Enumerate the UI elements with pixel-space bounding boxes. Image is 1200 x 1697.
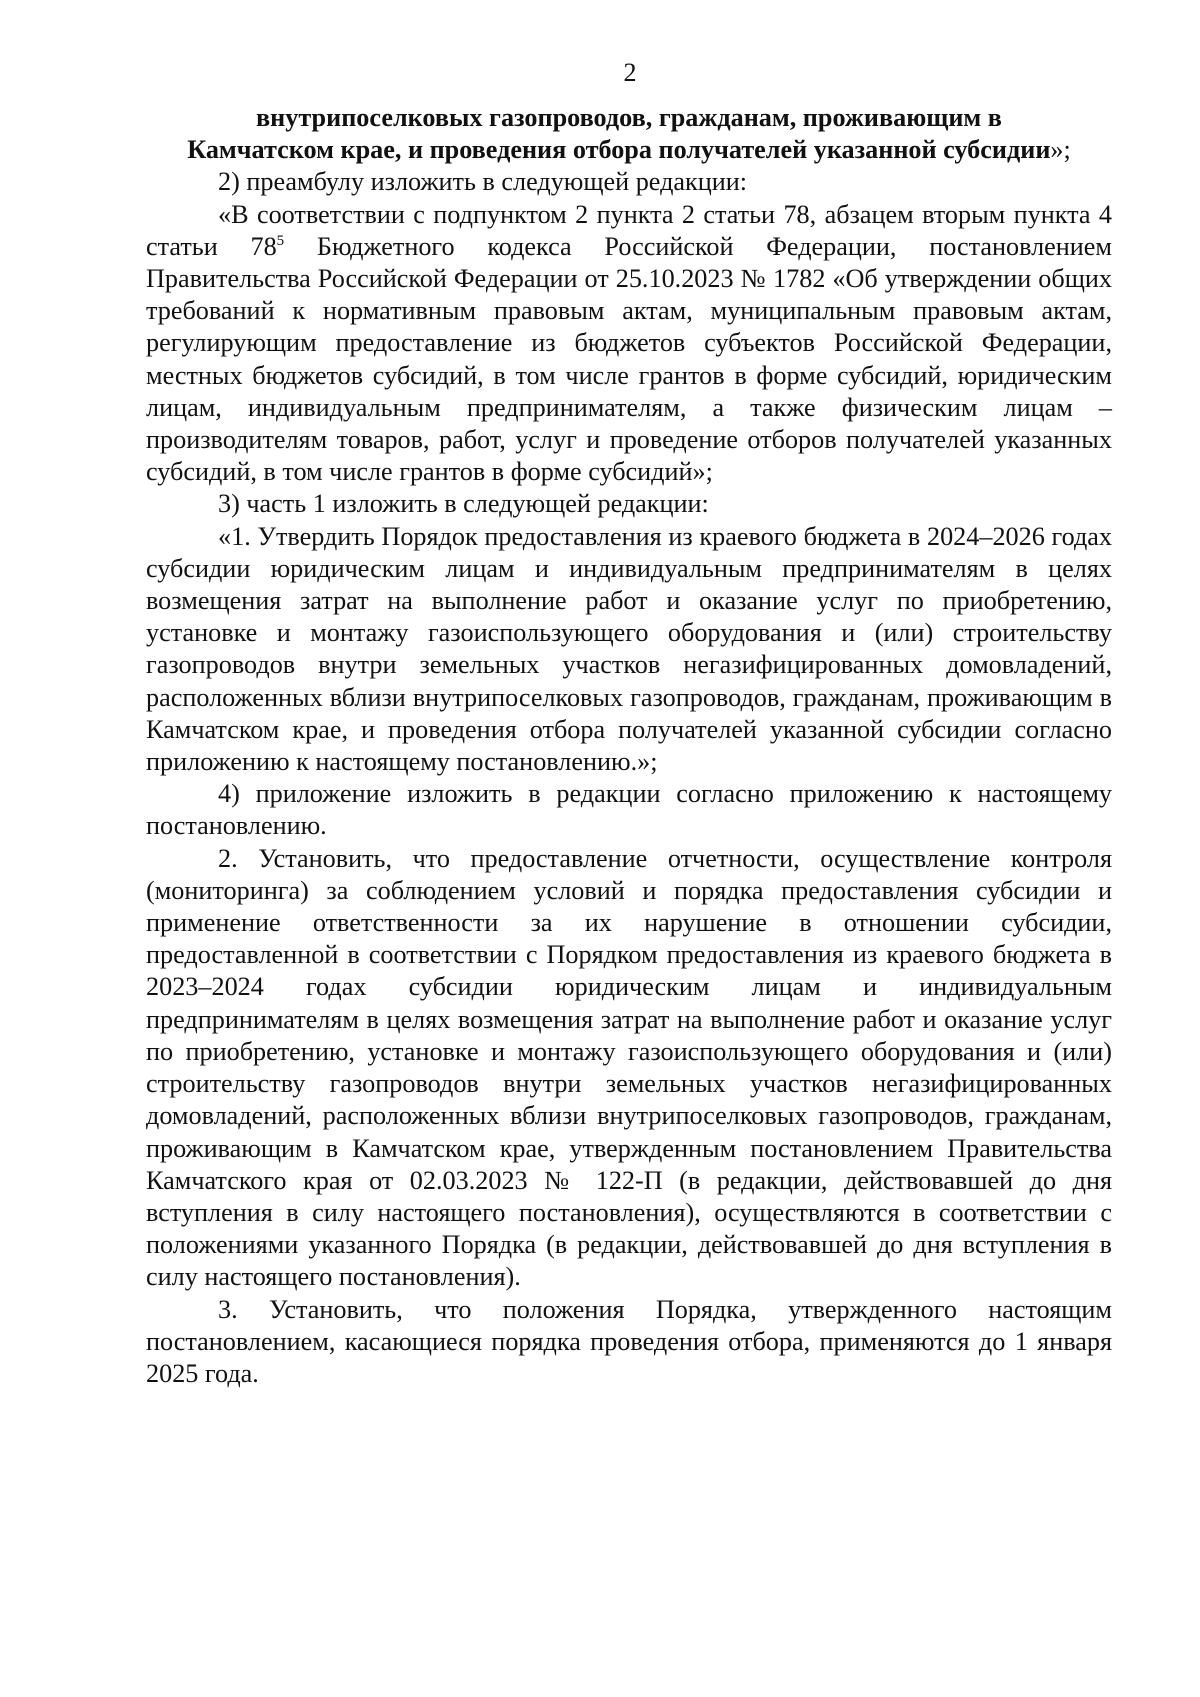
title-tail: »; bbox=[1050, 135, 1071, 165]
paragraph-appendix: 4) приложение изложить в редакции согласно приложению к настоящему постановлению. bbox=[146, 779, 1112, 841]
paragraph-item-3: 3. Установить, что положения Порядка, утвержденного настоящим постановлением, касающиеся порядка проведения отбора, применяются до 1 января 2025 года. bbox=[146, 1294, 1112, 1388]
page-number: 2 bbox=[623, 58, 637, 87]
title-line-1: внутрипоселковых газопроводов, гражданам, проживающим в bbox=[256, 103, 1002, 132]
paragraph-preamble-text bbox=[146, 199, 1112, 489]
preamble-superscript: 5 bbox=[276, 232, 285, 249]
paragraph-part1-text: «1. Утвердить Порядок предоставления из краевого бюджета в 2024–2026 годах субсидии юридическим лицам и индивидуальным предпринимателям в целях возмещения затрат на выполнение работ и оказание услуг по приобретению, установке и монтажу газоиспользующего оборудования и (или) строительству газопроводов внутри земельных участков негазифицированных домовладений, расположенных вблизи внутрипоселковых газопроводов, гражданам, проживающим в Камчатском крае, и проведения отбора получателей указанной субсидии согласно приложению к настоящему постановлению.»; bbox=[146, 521, 1112, 777]
title-continuation bbox=[146, 102, 1112, 166]
preamble-text-part-b: Бюджетного кодекса Российской Федерации, постановлением Правительства Российской Федерации от 25.10.2023 № 1782 «Об утверждении общих требований к нормативным правовым актам, муниципальным правовым актам, регулирующим предоставление из бюджетов субъектов Российской Федерации, местных бюджетов субсидий, в том числе грантов в форме субсидий, юридическим лицам, индивидуальным предпринимателям, а также физическим лицам – производителям товаров, работ, услуг и проведение отборов получателей указанных субсидий, в том числе грантов в форме субсидий»; bbox=[146, 231, 1113, 487]
title-line-2: Камчатском крае, и проведения отбора получателей указанной субсидии bbox=[187, 135, 1051, 165]
paragraph-preamble-intro: 2) преамбулу изложить в следующей редакции: bbox=[218, 167, 748, 197]
paragraph-part1-intro: 3) часть 1 изложить в следующей редакции: bbox=[218, 489, 709, 519]
preamble-text-part-a: «В соответствии с подпунктом 2 пункта 2 статьи 78, абзацем вторым пункта 4 статьи 78 bbox=[146, 199, 1112, 261]
paragraph-item-2: 2. Установить, что предоставление отчетности, осуществление контроля (мониторинга) за соблюдением условий и порядка предоставления субсидии и применение ответственности за их нарушение в отношении субсидии, предоставленной в соответствии с Порядком предоставления из краевого бюджета в 2023–2024 годах субсидии юридическим лицам и индивидуальным предпринимателям в целях возмещения затрат на выполнение работ и оказание услуг по приобретению, установке и монтажу газоиспользующего оборудования и (или) строительству газопроводов внутри земельных участков негазифицированных домовладений, расположенных вблизи внутрипоселковых газопроводов, гражданам, проживающим в Камчатском крае, утвержденным постановлением Правительства Камчатского края от 02.03.2023 № 122-П (в редакции, действовавшей до дня вступления в силу настоящего постановления), осуществляются в соответствии с положениями указанного Порядка (в редакции, действовавшей до дня вступления в силу настоящего постановления). bbox=[146, 843, 1112, 1292]
document-body bbox=[146, 102, 1112, 1390]
